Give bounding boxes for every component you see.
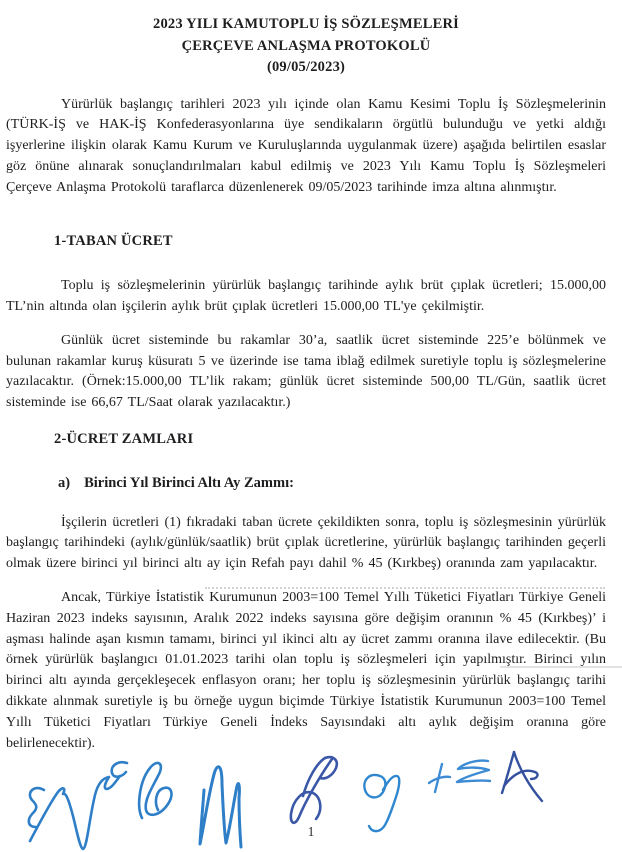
signature-2-ink bbox=[139, 763, 171, 818]
scan-artifact-line bbox=[205, 587, 605, 589]
title-date: (09/05/2023) bbox=[266, 59, 346, 75]
section-1-heading: 1-TABAN ÜCRET bbox=[54, 233, 173, 250]
subheading-marker: a) bbox=[58, 474, 71, 491]
intro-paragraph: Yürürlük başlangıç tarihleri 2023 yılı içinde olan Kamu Kesimi Toplu İş Sözleşmelerinin (TÜRK-İŞ ve HAK-İŞ Konfederasyonlarına üye sendikaların örgütlü bulunduğu ve yetki aldığı işyerlerine ilişkin olarak Kamu Kurum ve Kuruluşlarında uygulanmak üzere) aşağıda belirtilen esaslar göz önüne alınarak sonuçlandırılmaları kabul edilmiş ve 2023 Yılı Kamu Toplu İş Sözleşmeleri Çerçeve Anlaşma Protokolü taraflarca düzenlenerek 09/05/2023 tarihinde imza altına alınmıştır. bbox=[6, 96, 606, 195]
signature-6-ink bbox=[429, 761, 490, 792]
title-line-2: ÇERÇEVE ANLAŞMA PROTOKOLÜ bbox=[181, 37, 431, 54]
section-2-paragraph-2: Ancak, Türkiye İstatistik Kurumunun 2003=100 Temel Yıllı Tüketici Fiyatları Türkiye Geneli Haziran 2023 indeks sayısının, Aralık 2022 indeks sayısına göre değişim oranının % 45 (Kırkbeş)’ i aşması halinde aşan kısmın tamamı, birinci yıl ikinci altı ay ücret zammı oranına ilave edilecektir. (Bu örnek yürürlük başlangıcı 01.01.2023 tarihi olan toplu iş sözleşmeleri için yapılmıştır. Birinci yılın birinci altı ayında gerçekleşecek enflasyon oranı; her toplu iş sözleşmesinin yürürlük başlangıç tarihi dikkate alınmak suretiyle iş bu örneğe uygun biçimde Türkiye İstatistik Kurumunun 2003=100 Temel Yıllı Tüketici Fiyatları Türkiye Geneli İndeks Sayısındaki altı aylık değişim oranına göre belirlenecektir). bbox=[6, 590, 606, 751]
section-2-paragraph-1: İşçilerin ücretleri (1) fıkradaki taban ücrete çekildikten sonra, toplu iş sözleşmesinin yürürlük başlangıç tarihindeki (aylık/günlük/saatlik) brüt çıplak ücretlerine, yürürlük başlangıç tarihinden geçerli olmak üzere birinci yıl birinci altı ay için Refah payı dahil % 45 (Kırkbeş) oranında zam yapılacaktır. bbox=[6, 514, 606, 572]
signature-5-ink bbox=[364, 775, 399, 831]
signature-3-ink bbox=[200, 767, 241, 847]
section-1-paragraph-1: Toplu iş sözleşmelerinin yürürlük başlangıç tarihinde aylık brüt çıplak ücretleri; 15.000,00 TL’nin altında olan işçilerin aylık brüt çıplak ücretleri 15.000,00 TL'ye çekilmiştir. bbox=[6, 278, 606, 315]
subheading-text: Birinci Yıl Birinci Altı Ay Zammı: bbox=[84, 474, 294, 491]
section-2-heading: 2-ÜCRET ZAMLARI bbox=[54, 431, 194, 448]
signature-4-ink bbox=[291, 757, 337, 823]
document-title bbox=[6, 14, 606, 79]
section-1-paragraph-2: Günlük ücret sisteminde bu rakamlar 30’a, saatlik ücret sisteminde 225’e bölünmek ve bulunan rakamlar kuruş küsuratı 5 ve üzerinde ise tama iblağ edilmek suretiyle toplu iş sözleşmelerine yazılacaktır. (Örnek:15.000,00 TL’lik rakam; günlük ücret sisteminde 500,00 TL/Gün, saatlik ücret sisteminde ise 66,67 TL/Saat olarak yazılacaktır.) bbox=[6, 332, 606, 411]
page-number: 1 bbox=[307, 824, 315, 839]
section-2a-subheading bbox=[58, 473, 606, 494]
title-line-1: 2023 YILI KAMUTOPLU İŞ SÖZLEŞMELERİ bbox=[153, 16, 459, 32]
signature-1-ink bbox=[29, 762, 127, 849]
signature-7-ink bbox=[502, 752, 542, 801]
scan-artifact-line bbox=[500, 666, 622, 668]
